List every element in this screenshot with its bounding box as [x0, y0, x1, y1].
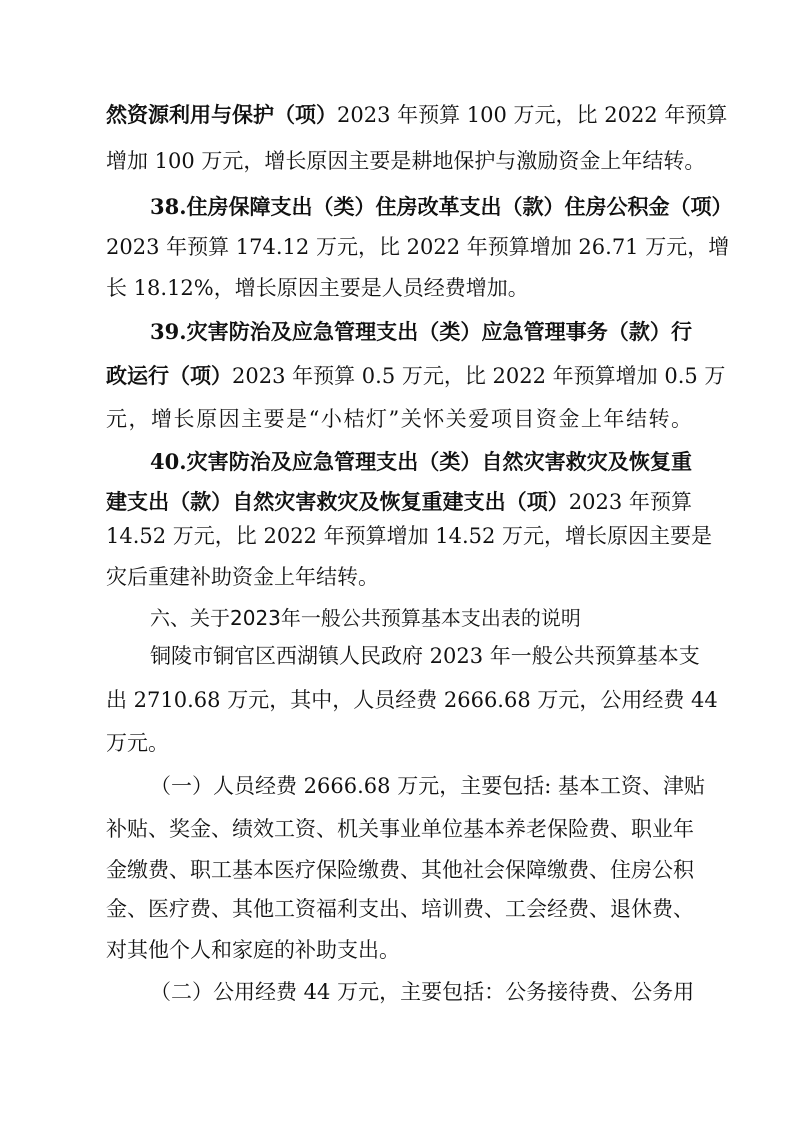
- body-text: 2023 年预算 100 万元，比 2022 年预算: [337, 103, 728, 127]
- text-line: [106, 729, 692, 757]
- text-line: [106, 362, 726, 390]
- bold-text: 38.住房保障支出（类）住房改革支出（款）住房公积金（项）: [150, 194, 733, 219]
- body-text: 出 2710.68 万元，其中，人员经费 2666.68 万元，公用经费 44: [106, 688, 718, 712]
- text-line: [106, 274, 692, 302]
- text-line: [106, 895, 692, 923]
- text-line: [106, 405, 692, 433]
- text-line: [150, 772, 705, 800]
- bold-text: 建支出（款）自然灾害救灾及恢复重建支出（项）: [106, 489, 569, 514]
- body-text: 增加 100 万元，增长原因主要是耕地保护与激励资金上年结转。: [106, 149, 706, 173]
- text-line: [106, 936, 692, 964]
- body-text: 14.52 万元，比 2022 年预算增加 14.52 万元，增长原因主要是: [106, 524, 713, 548]
- body-text: 金、医疗费、其他工资福利支出、培训费、工会经费、退休费、: [106, 897, 694, 921]
- text-line: [106, 488, 692, 516]
- text-line: [106, 101, 728, 129]
- text-line: [106, 233, 730, 261]
- body-text: 六、关于2023年一般公共预算基本支出表的说明: [150, 606, 581, 630]
- body-text: 金缴费、职工基本医疗保险缴费、其他社会保障缴费、住房公积: [106, 858, 694, 882]
- body-text: 铜陵市铜官区西湖镇人民政府 2023 年一般公共预算基本支: [150, 644, 700, 668]
- body-text: （二）公用经费 44 万元，主要包括：公务接待费、公务用: [150, 980, 695, 1004]
- section-heading: [150, 604, 692, 632]
- text-line: [150, 642, 700, 670]
- body-text: 2023 年预算 0.5 万元，比 2022 年预算增加 0.5 万: [232, 364, 726, 388]
- body-text: 灾后重建补助资金上年结转。: [106, 565, 379, 589]
- text-line: [106, 815, 692, 843]
- bold-text: 政运行（项）: [106, 363, 232, 388]
- text-line: [150, 978, 695, 1006]
- text-line: [106, 147, 706, 175]
- text-line: [150, 193, 733, 221]
- body-text: 长 18.12%，增长原因主要是人员经费增加。: [106, 276, 529, 300]
- body-text: 2023 年预算 174.12 万元，比 2022 年预算增加 26.71 万元，增: [106, 235, 730, 259]
- bold-text: 然资源利用与保护（项）: [106, 102, 337, 127]
- text-line: [150, 448, 692, 476]
- text-line: [106, 686, 718, 714]
- body-text: 对其他个人和家庭的补助支出。: [106, 938, 400, 962]
- text-line: [106, 522, 713, 550]
- bold-text: 39.灾害防治及应急管理支出（类）应急管理事务（款）行: [150, 319, 692, 344]
- body-text: 万元。: [106, 731, 169, 755]
- text-line: [150, 318, 692, 346]
- text-line: [106, 856, 692, 884]
- body-text: 2023 年预算: [568, 490, 693, 514]
- body-text: 补贴、奖金、绩效工资、机关事业单位基本养老保险费、职业年: [106, 817, 694, 841]
- bold-text: 40.灾害防治及应急管理支出（类）自然灾害救灾及恢复重: [150, 449, 692, 474]
- body-text: 元，增长原因主要是“小桔灯”关怀关爱项目资金上年结转。: [106, 407, 692, 431]
- text-line: [106, 563, 692, 591]
- body-text: （一）人员经费 2666.68 万元，主要包括: 基本工资、津贴: [150, 774, 705, 798]
